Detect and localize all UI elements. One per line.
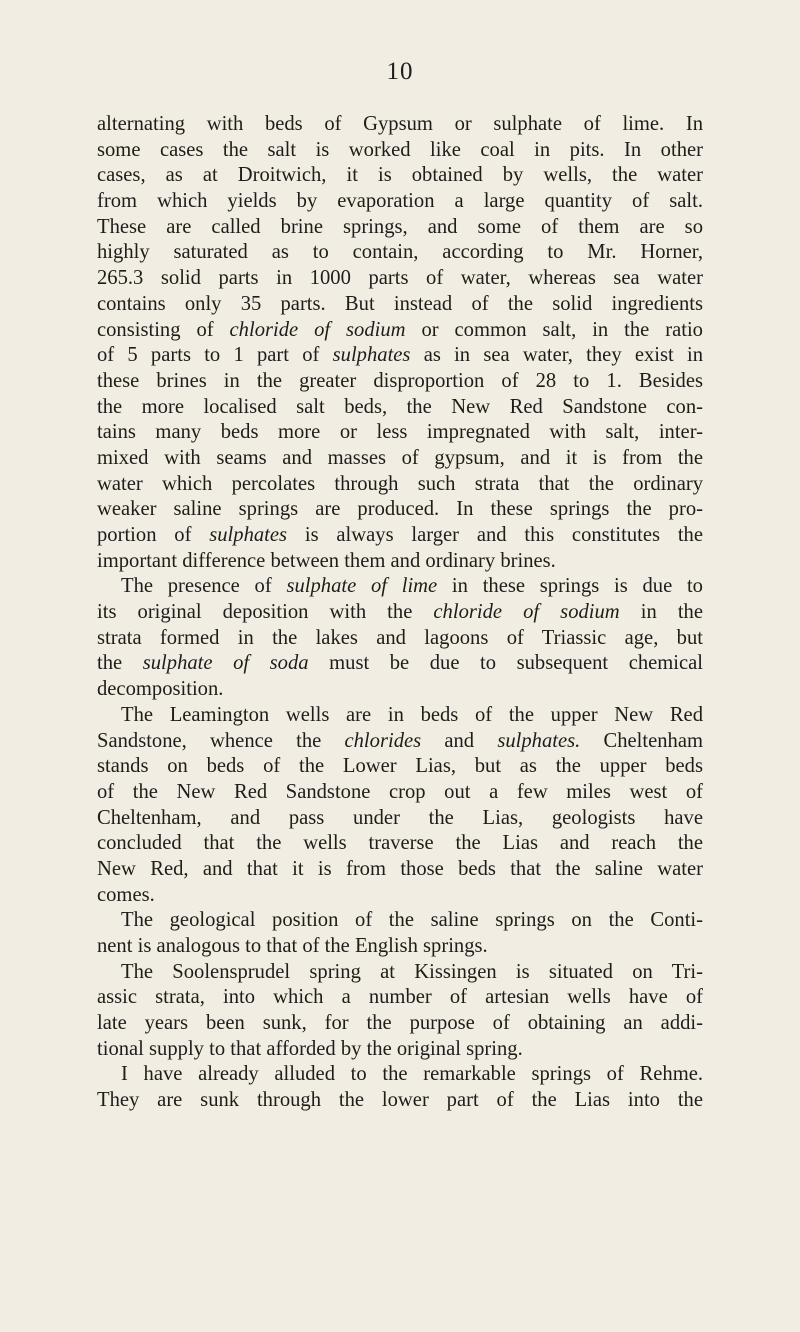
text-segment: some cases the salt is worked like coal in pits. In other xyxy=(97,138,703,161)
text-segment: its original deposition with the xyxy=(97,601,434,624)
text-segment: the more localised salt beds, the New Red Sandstone con- xyxy=(97,395,703,418)
text-line xyxy=(97,497,703,523)
text-line xyxy=(97,703,703,729)
text-line xyxy=(97,1062,703,1088)
italic-term: chloride of sodium xyxy=(229,318,406,341)
text-line xyxy=(97,318,703,344)
text-segment: tains many beds more or less impregnated with salt, inter- xyxy=(97,421,703,444)
text-segment: consisting of xyxy=(97,318,230,341)
text-segment: of the New Red Sandstone crop out a few miles west of xyxy=(97,780,703,803)
text-segment: these brines in the greater disproportion of 28 to 1. Besides xyxy=(97,369,703,392)
italic-term: sulphates xyxy=(209,524,288,546)
text-segment: Cheltenham, and pass under the Lias, geologists have xyxy=(97,806,703,829)
text-line xyxy=(97,343,703,369)
text-line xyxy=(97,138,703,164)
text-line xyxy=(97,446,703,472)
text-segment: These are called brine springs, and some of them are so xyxy=(97,215,703,238)
text-segment: They are sunk through the lower part of the Lias into the xyxy=(97,1089,703,1112)
text-segment: from which yields by evaporation a large quantity of salt. xyxy=(97,190,703,213)
italic-term: sulphate of soda xyxy=(142,652,309,675)
text-line xyxy=(97,985,703,1011)
text-segment: and xyxy=(421,729,498,752)
text-segment: concluded that the wells traverse the Lias and reach the xyxy=(97,832,703,855)
text-line xyxy=(97,189,703,215)
text-line xyxy=(97,523,703,549)
text-segment: alternating with beds of Gypsum or sulphate of lime. In xyxy=(97,113,703,135)
text-segment: 265.3 solid parts in 1000 parts of water, whereas sea water xyxy=(97,267,703,290)
text-segment: Cheltenham xyxy=(580,729,703,752)
text-line xyxy=(97,651,703,677)
text-segment: weaker saline springs are produced. In these springs the pro- xyxy=(97,498,703,521)
text-segment: late years been sunk, for the purpose of obtaining an addi- xyxy=(97,1012,703,1035)
text-segment: of 5 parts to 1 part of xyxy=(97,344,333,367)
italic-term: sulphate of lime xyxy=(286,575,438,598)
text-segment: important difference between them and ordinary brines. xyxy=(97,549,556,572)
page-number: 10 xyxy=(386,58,414,85)
text-line xyxy=(97,1088,703,1114)
text-line xyxy=(97,883,703,909)
text-line xyxy=(97,626,703,652)
italic-term: chloride of sodium xyxy=(433,601,620,624)
text-segment: comes. xyxy=(97,883,155,906)
text-segment: or common salt, in the ratio xyxy=(405,318,703,341)
text-line xyxy=(97,600,703,626)
body-text xyxy=(97,112,703,1114)
text-segment: water which percolates through such strata that the ordinary xyxy=(97,472,703,495)
text-segment: The Soolensprudel spring at Kissingen is situated on Tri- xyxy=(121,960,703,983)
text-segment: in the xyxy=(619,601,703,624)
text-line xyxy=(97,934,703,960)
text-line xyxy=(97,420,703,446)
text-line xyxy=(97,780,703,806)
text-line xyxy=(97,806,703,832)
text-segment: contains only 35 parts. But instead of the solid ingredients xyxy=(97,292,703,315)
text-line xyxy=(97,112,703,138)
text-segment: nent is analogous to that of the English springs. xyxy=(97,935,488,957)
text-segment: New Red, and that it is from those beds that the saline water xyxy=(97,857,703,880)
text-line xyxy=(97,677,703,703)
text-line xyxy=(97,369,703,395)
text-line xyxy=(97,215,703,241)
text-line xyxy=(97,754,703,780)
text-segment: as in sea water, they exist in xyxy=(410,344,704,367)
text-line xyxy=(97,266,703,292)
text-segment: highly saturated as to contain, according to Mr. Horner, xyxy=(97,241,703,264)
text-segment: must be due to subsequent chemical xyxy=(308,652,704,675)
text-segment: assic strata, into which a number of artesian wells have of xyxy=(97,986,703,1009)
text-segment: tional supply to that afforded by the original spring. xyxy=(97,1037,523,1060)
text-segment: strata formed in the lakes and lagoons of Triassic age, but xyxy=(97,626,703,649)
text-segment: in these springs is due to xyxy=(437,575,703,598)
text-segment: portion of xyxy=(97,524,210,546)
text-line xyxy=(97,574,703,600)
text-line xyxy=(97,960,703,986)
text-line xyxy=(97,395,703,421)
text-segment: decomposition. xyxy=(97,678,224,701)
text-segment: The presence of xyxy=(121,575,287,598)
italic-term: sulphates xyxy=(332,344,411,367)
text-line xyxy=(97,240,703,266)
text-segment: the xyxy=(97,652,143,675)
text-segment: stands on beds of the Lower Lias, but as the upper beds xyxy=(97,755,703,778)
text-line xyxy=(97,908,703,934)
text-line xyxy=(97,729,703,755)
text-segment: The Leamington wells are in beds of the upper New Red xyxy=(121,703,703,726)
text-segment: The geological position of the saline springs on the Conti- xyxy=(121,909,703,932)
text-line xyxy=(97,1011,703,1037)
text-segment: I have already alluded to the remarkable springs of Rehme. xyxy=(121,1063,703,1086)
text-line xyxy=(97,549,703,575)
text-segment: cases, as at Droitwich, it is obtained by wells, the water xyxy=(97,164,703,187)
text-line xyxy=(97,472,703,498)
text-segment: Sandstone, whence the xyxy=(97,729,345,752)
italic-term: sulphates. xyxy=(497,729,581,752)
text-line xyxy=(97,1037,703,1063)
text-line xyxy=(97,163,703,189)
text-line xyxy=(97,857,703,883)
text-segment: is always larger and this constitutes the xyxy=(287,524,703,546)
text-line xyxy=(97,831,703,857)
text-line xyxy=(97,292,703,318)
text-segment: mixed with seams and masses of gypsum, and it is from the xyxy=(97,446,703,469)
italic-term: chlorides xyxy=(344,729,422,752)
